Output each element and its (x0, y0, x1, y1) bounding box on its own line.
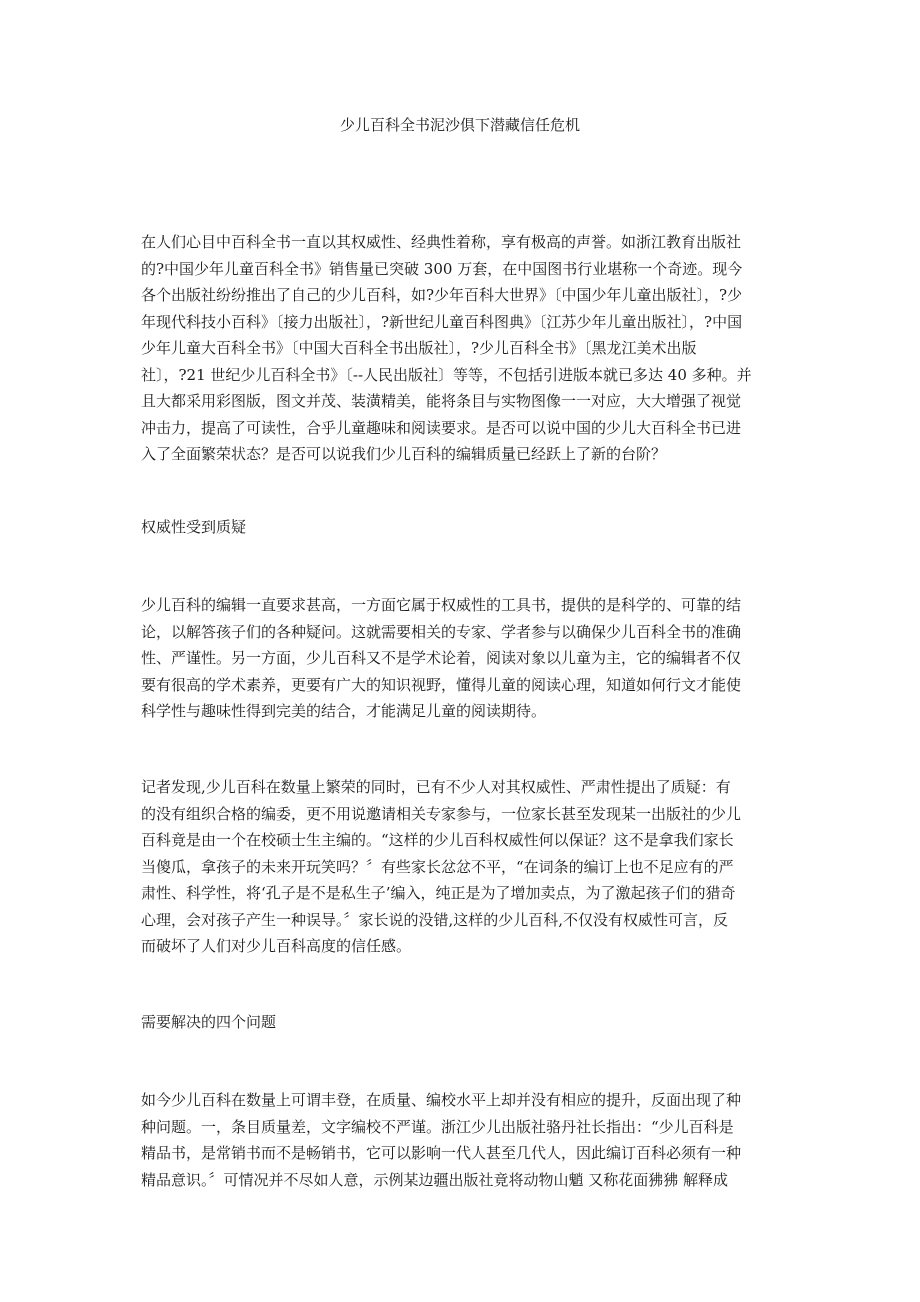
editing-requirements-paragraph (141, 592, 781, 725)
paragraph-line: 的没有组织合格的编委，更不用说邀请相关专家参与，一位家长甚至发现某一出版社的少儿 (141, 804, 742, 823)
section-heading-authority: 权威性受到质疑 (141, 518, 247, 536)
paragraph-line: 心理，会对孩子产生一种误导。〞家长说的没错,这样的少儿百科,不仅没有权威性可言，反 (141, 910, 729, 929)
paragraph-line: 论，以解答孩子们的各种疑问。这就需要相关的专家、学者参与以确保少儿百科全书的准确 (141, 622, 742, 641)
paragraph-line: 百科竟是由一个在校硕士生主编的。“这样的少儿百科权威性何以保证？这不是拿我们家长 (141, 831, 734, 849)
document-title: 少儿百科全书泥沙俱下潜藏信任危机 (339, 116, 580, 134)
paragraph-line: 社〕，?21 世纪少儿百科全书》〔--人民出版社〕等等，不包括引进版本就已多达 40 多种。并 (141, 365, 752, 384)
problems-paragraph (141, 1087, 781, 1193)
paragraph-line: 性、严谨性。另一方面，少儿百科又不是学术论着，阅读对象以儿童为主，它的编辑者不仅 (141, 649, 742, 667)
paragraph-line: 肃性、科学性，将‘孔子是不是私生子’编入，纯正是为了增加卖点，为了激起孩子们的猎奇 (141, 884, 736, 902)
paragraph-line: 精品书，是常销书而不是畅销书，它可以影响一代人甚至几代人，因此编订百科必须有一种 (141, 1144, 742, 1162)
paragraph-line: 且大都采用彩图版，图文并茂、装潢精美，能将条目与实物图像一一对应，大大增强了视觉 (141, 392, 742, 410)
paragraph-line: 少年儿童大百科全书》〔中国大百科全书出版社〕，?少儿百科全书》〔黑龙江美术出版 (141, 339, 697, 357)
paragraph-line: 各个出版社纷纷推出了自己的少儿百科，如?少年百科大世界》〔中国少年儿童出版社〕，?少 (141, 286, 743, 304)
paragraph-line: 入了全面繁荣状态？是否可以说我们少儿百科的编辑质量已经跃上了新的台阶？ (141, 445, 667, 463)
paragraph-line: 而破坏了人们对少儿百科高度的信任感。 (141, 937, 412, 955)
paragraph-line: 当傻瓜，拿孩子的未来开玩笑吗？〞有些家长忿忿不平，“在词条的编订上也不足应有的严 (141, 857, 734, 876)
paragraph-line: 种问题。一，条目质量差，文字编校不严谨。浙江少儿出版社骆丹社长指出：“少儿百科是 (141, 1117, 734, 1136)
paragraph-line: 少儿百科的编辑一直要求甚高，一方面它属于权威性的工具书，提供的是科学的、可靠的结 (141, 596, 742, 614)
reporter-findings-paragraph (141, 774, 781, 960)
paragraph-line: 要有很高的学术素养，更要有广大的知识视野，懂得儿童的阅读心理，知道如何行文才能使 (141, 675, 742, 694)
section-heading-four-problems: 需要解决的四个问题 (141, 1013, 277, 1031)
paragraph-line: 如今少儿百科在数量上可谓丰登，在质量、编校水平上却并没有相应的提升，反面出现了种 (141, 1091, 742, 1109)
paragraph-line: 年现代科技小百科》〔接力出版社〕，?新世纪儿童百科图典》〔江苏少年儿童出版社〕，?中国 (141, 312, 743, 331)
paragraph-line: 在人们心目中百科全书一直以其权威性、经典性着称，享有极高的声誉。如浙江教育出版社 (141, 233, 742, 251)
paragraph-line: 精品意识。〞可情况并不尽如人意，示例某边疆出版社竟将动物山魈 又称花面狒狒 解释成 (141, 1170, 729, 1189)
paragraph-line: 记者发现,少儿百科在数量上繁荣的同时，已有不少人对其权威性、严肃性提出了质疑：有 (141, 778, 731, 796)
paragraph-line: 的?中国少年儿童百科全书》销售量已突破 300 万套，在中国图书行业堪称一个奇迹。现今 (141, 259, 743, 278)
paragraph-line: 冲击力，提高了可读性，合乎儿童趣味和阅读要求。是否可以说中国的少儿大百科全书已进 (141, 418, 742, 437)
intro-paragraph (141, 229, 781, 468)
paragraph-line: 科学性与趣味性得到完美的结合，才能满足儿童的阅读期待。 (141, 702, 547, 720)
